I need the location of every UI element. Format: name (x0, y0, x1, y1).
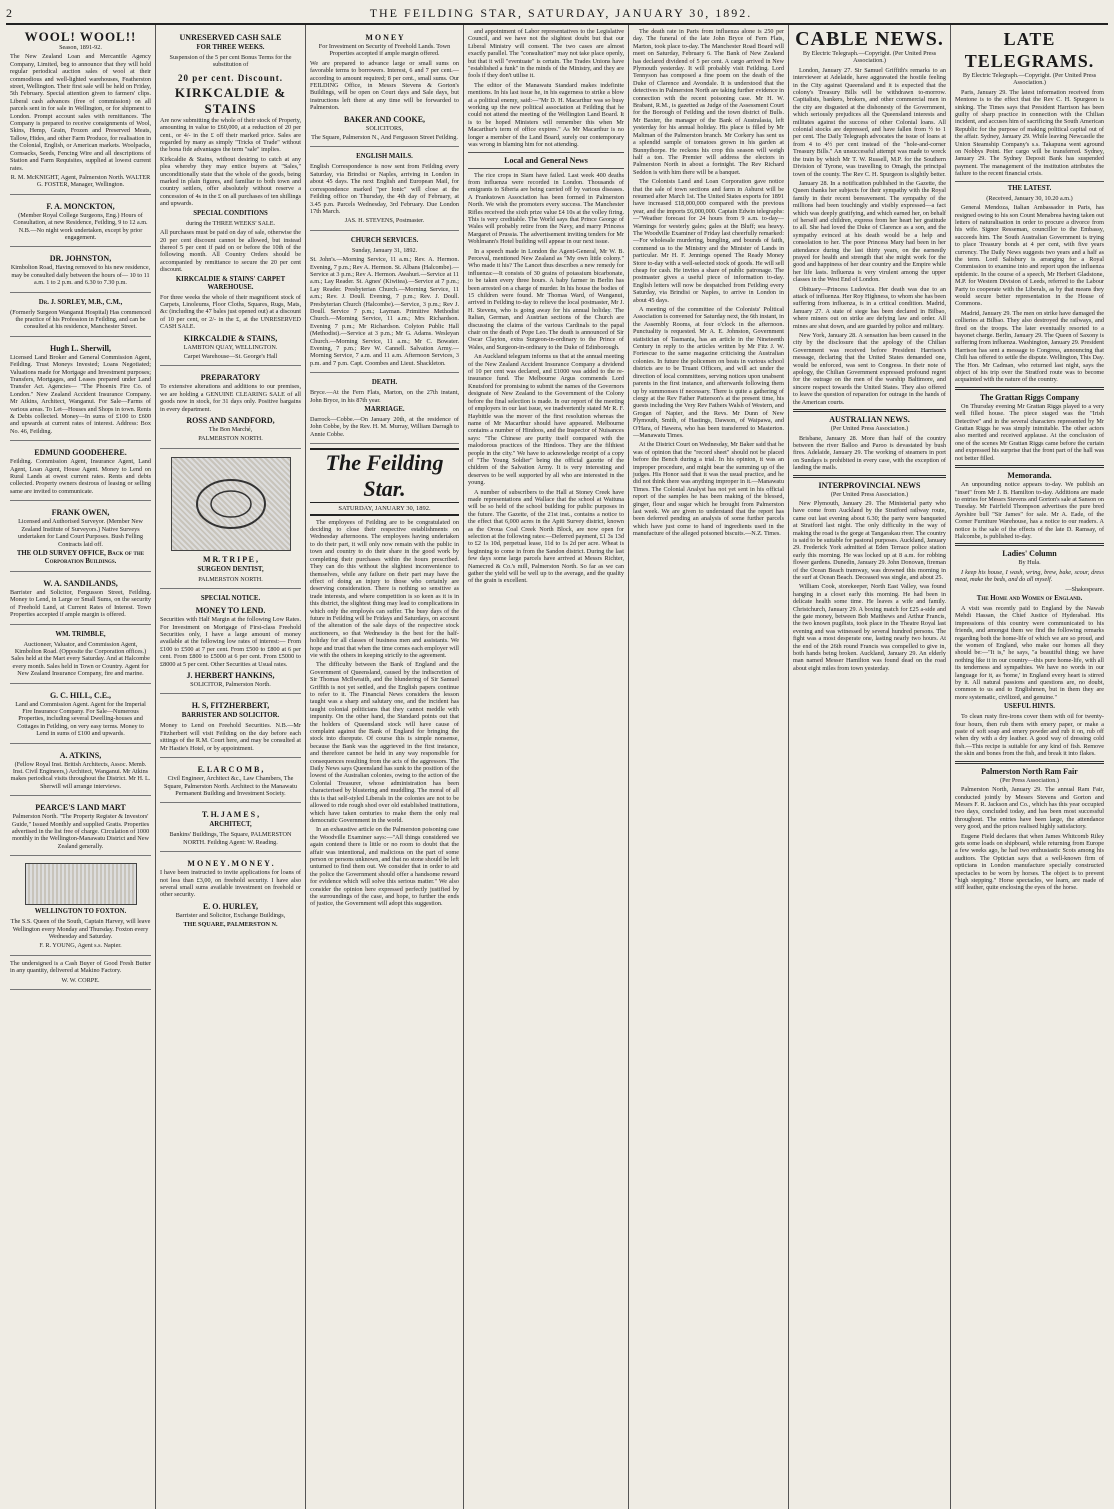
local-news-2: In a speech made in London the Agent-General, Mr W. B. Perceval, mentioned New Zealand as "My own little colony." Who made it his? The Lancet thus describes a new remedy for influenza:—It consists of 30 grains of potassium bicarbonate, to be taken every three hours. A baby farmer in Berlin has been arrested on a charge of murder. In his house the bodies of 15 children were found. Mr Thomas Ward, of Wanganui, arrived in Feilding to-day to relieve the local postmaster, Mr J. H. Stevens, who is going away for his annual holiday. The Italian, German, and Austrian sections of the Church are discussing the claims of the various Cardinals to the papal chair on the death of Pope Leo. The death is announced of Sir Oscar Clayton, extra Surgeon-in-ordinary to the Prince of Wales, and Surgeon-in-ordinary to the Duke of Edinborough. (468, 247, 624, 351)
ram-fair-title: Palmerston North Ram Fair (981, 766, 1078, 776)
sherwill-body: Licensed Land Broker and General Commission Agent, Feilding. Trust Moneys Invested; Loans Negotiated; Valuations made for Mortgage and Investment purposes; Transfers, Mortgages, and Leases prepared under Land Transfer Act. Agencies— "The Phoenix Fire Co. of London." New Zealand Accident Insurance Company. Mr Atkins, Architect, Wanganui. For Sale—Farms of various areas. To Let—Houses and Shops in town. Rents & Debts collected. Money—In sums of £100 to £600 and upwards at current rates of interest. Address: Box No. 46, Feilding. (10, 353, 151, 435)
sorley-name: Dr. J. SORLEY, M.B., C.M., (38, 298, 123, 306)
owen-body: Licensed and Authorised Surveyor. (Member New Zealand Institute of Surveyors.) Native Surveys undertaken for Land Court Purposes. Bush Felling Contracts laid off. (18, 518, 143, 548)
church-body: St. John's.—Morning Service, 11 a.m.; Rev. A. Hermon. Evening, 7 p.m.; Rev A. Hermon. St. Albans (Halcombe).—Service at 3 p.m.; Rev A. Hermon. Awahuri.—Service at 11 a.m.; Lay Reader. St. Agnes' (Kiwitea).—Service at 7 p.m.; Lay Reader. Presbyterian Church.—Morning Service, 11 a.m.; Rev. J. Doull. Evening, 7 p.m.; Rev. J. Doull. Presbyterian Church (Halcombe).—Service, 3 p.m.; Rev J. Doull. Service 7 p.m.; Layman. Primitive Methodist Church.—Morning Service, 11 a.m.; Mrs Richardson. Evening 7 p.m.; Mr Richardson. Colyton Public Hall (Methodist).—Service at 3 p.m.; Mr G. Adams. Wesleyan Church.—Morning Service, 11 a.m.; Mr C. Bowater. Evening, 7 p.m.; Rev W. Cannell. Salvation Army.—Morning Service, 7 a.m. and 11 a.m. Afternoon Services, 3 p.m. and 7 p.m. Capt. Coombes and Lieut. Shackleton. (310, 256, 459, 367)
col4-body-2: The editor of the Manawatu Standard makes indefinite mentions. In his last issue he, in his eagerness to strike a blow at a political enemy, said:—"Mr D. H. Macarthur was so busy working up the new political association at Feilding that he could not attend the meeting of the Wellington Land Board. It is to be hoped Ministers will remember this when Mr Macarthur's term of office expires." As Mr Macarthur is no longer a member of the Land Board, surely our contemporary was wrong in blaming him for not attending. (468, 81, 624, 149)
preparatory-title: PREPARATORY (200, 373, 261, 383)
cable-news-4: New York, January 28. A sensation has been caused in the city by the disclosure that the apology of the Chilian Government was received before President Harrison's message, declaring that the United States demanded one, would be enforced, was sent to Congress. In their note of apology, the Chilian Government expressed profound regret for the outrage on the men of the warship Baltimore, and sincere respect towards the United States. They also offered to leave the question of reparation for outrage in the hands of the American courts. (793, 332, 946, 406)
foxton-ad (10, 858, 151, 956)
johnston-ad (10, 249, 151, 292)
col5-body-2: The Colonists Land and Loan Corporation gave notice that the sale of town sections and farm in Ashurst will be resumed after March 1st. The United States exports for 1891 have increased £18,000,000 compared with the previous year, and the imports £6,000,000. Captain Edwin telegraphs:—"Weather forecast for 24 hours from 9 a.m. to-day—Warnings for westerly gales; gales at the Bluff; sea heavy. The Woodville Examiner of Friday last cheerfully remarked:—For wholesale murdering, bungling, and bounds of faith, commend us to the Ministry and the Minister of Lands in particular. Mr H. F. Jennings opened The Ready Money Store to-day with a well-selected stock of goods. He will sell cheap for cash. He invites a share of public patronage. The postmaster gives a useful piece of information to-day. English letters will now be despatched from Feilding every Saturday, via Brindisi or Naples, to arrive in London in about 45 days. (633, 178, 784, 304)
money-title: M O N E Y . M O N E Y . (187, 859, 274, 869)
tripe-sub: SURGEON DENTIST, (197, 565, 264, 573)
church-title: CHURCH SERVICES. (350, 236, 419, 244)
preparatory-body: To extensive alterations and additions to our premises, we are holding a GENUINE CLEARING SALE of all goods now in stock, for 31 days only. Positive bargains in every department. (160, 383, 301, 413)
atkins-ad (10, 746, 151, 797)
death-body: Bryce.—At the Fern Flats, Marton, on the 27th instant, John Bryce, in his 87th year. (310, 389, 459, 404)
money-body: I have been instructed to invite applications for loans of not less than £3,00, on freehold security. I have also several small sums available investment on freehold or other security. (160, 869, 301, 899)
ram-fair-body-2: Eugene Field declares that when James Whitcomb Riley gets some loads on shipboard, while returning from Europe a few weeks ago, he had two enthusiastic Scots among his auditors. The Optician says that a well-known firm of opticians in London manufacture specially constructed spectacles to be worn by horses. The object is to prevent "high stepping." Horse spectacles, we learn, are made of stiff leather, quite enclosing the eyes of the horse. (955, 832, 1104, 892)
james-ad (160, 805, 301, 852)
warehouse-title: KIRKCALDIE & STAINS' CARPET WAREHOUSE. (175, 275, 286, 291)
church-date: Sunday, January 31, 1892. (351, 246, 418, 254)
sandilands-body: Barrister and Solicitor, Fergusson Street, Feilding. Money to Lend, in Large or Small Sums, on the security of Freehold Land, at Current Rates of Interest. Town Properties accepted if ample margin is offered. (10, 588, 151, 619)
ladies-column-title: Ladies' Column (1002, 549, 1057, 559)
kirkcaldie-title: KIRKCALDIE & STAINS (174, 84, 287, 116)
notice-title: SPECIAL NOTICE. (200, 595, 261, 603)
sorley-ad (10, 295, 151, 337)
ladies-section: The Home and Women of England. (976, 594, 1083, 602)
sorley-body: (Formerly Surgeon Wanganui Hospital) Has commenced the practice of his Profession in Feilding, and can be consulted at his residence, Manchester Street. (10, 308, 151, 331)
foxton-title: WELLINGTON TO FOXTON. (34, 908, 127, 916)
wool-ad (10, 28, 151, 195)
memoranda-body: An unpounding notice appears to-day. We publish an "inset" from Mr J. B. Hamilton to-day. Additions are made to entries for Messrs Stevens and Gorton's sale at Sanson on Tuesday. Mr Fairfield Thompson advertises the pure bred Ayrshire bull "Sir James" for sale. Mr A. Eade, of the Corner Furniture Warehouse, has a notice to our readers. A notice is the sale of the effects of the late D. Ramsay, of Halcombe, is published to-day. (955, 481, 1104, 540)
local-news-4: A number of subscribers to the Hall at Stoney Creek have made representations and Wallace that the school at Waituna will be so held of the school building for public purposes in the future. The Gazette, of the 21st inst., contains a notice to the effect that 6,000 acres in the Apiti Survey district, known as the Oroua Coal Creek North Block, are now open for selection at the following rates:—Deferred payment, £1 3s 13d to £2 1s 10d, perpetual lease, 11d to 1s 2d per acre. Wheat is beginning to come in from the Sandon district. During the last few days some large parcels have arrived at Messrs Richter, Namecred & Co.'s mill, Palmerston North. So far as we can gather the yield will be well up to the average, and the quality of the grain is excellent. (468, 488, 624, 585)
sherwill-name: Hugh L. Sherwill, (50, 343, 111, 353)
wool-body: The New Zealand Loan and Mercantile Agency Company, Limited, beg to announce that they will hold regular periodical auction sales of wool at their commodious and well-lighted warehouses, Featherston street, Wellington. Their first sale will be held on Friday, 5th February. Special attention given to farmers' clips. Liberal cash advances (free of commission) on all parcels sent in for sale in Wellington, or for shipment to London. Prompt account sales with remittances. The Company is prepared to receive consignments of Wool, Skins, Hemp, Grain, Frozen and Preserved Meats, Tallow, Hides, and other Farm Produce, for realisation in the Colonial, English, or American markets. Woolpacks, Cornsacks, Seeds, Fencing Wire and all descriptions of Station and Farm Requisites, supplied at lowest current rates. (10, 53, 151, 172)
money3-title: M O N E Y (365, 33, 404, 42)
hurley-sub: Barrister and Solicitor, Exchange Buildings, (175, 911, 286, 919)
editorial-1: The employees of Feilding are to be congratulated on deciding to close their respective establishments on Wednesday afternoons. The employees having undertaken to do their part, it will only now remain with the public in town and country to do their share in the good work by completing their purchases within the hours prescribed. They can do this without the slightest inconvenience to themselves, while any failure on their part may have the effect of doing an injury to those who certainly are deserving consideration. There is nothing so sensitive as trade interests, and where competition is so keen as it is in this district, the slightest thing may lead to complications in which only the employés can suffer. The busy days of the future in Feilding will be Fridays and Saturdays, on account of the alteration of the sale days of the respective stock auctioneers, so that Wednesday is the best for the half-holiday for all classes of business men and assistants. We hope and trust that when the time comes each employer will vie with the others in keeping strictly to the agreement. (310, 518, 459, 659)
local-news-1: The rice crops in Siam have failed. Last week 400 deaths from influenza were recorded in London. Thousands of emigrants to Siberia are being carried off by various diseases. A Frankstown Association has been formed in Palmerston North. We wish the promoters every success. The Manchester Rifles received the sixth prize value £4 10s at the volley firing. This is very creditable. The World says that Prince George of Wales will probably retire from the Navy, and marry Princess Margaret of Prussia. The advertisement inviting tenders for Mr Wohlmann's Hotel building will appear in our next issue. (468, 171, 624, 246)
trimble-body: Auctioneer, Valuator, and Commission Agent, Kimbolton Road. (Opposite the Corporation offices.) Sales held at the Mart every Saturday. And at Halcombe every month. Sales held in Town or Country. Agent for New Zealand Insurance Company, fire and marine. (11, 640, 150, 678)
latest-body: General Mendoza, Italian Ambassador in Paris, has resigned owing to his son Count Menabrea having taken out letters of naturalisation in order to procure a divorce from his wife. Signor Resseman, councillor to the Embassy, succeeds him. The South Australian Government is trying to place Treasury bonds at 4 per cent, with five years currency. The Daily News suggests two years and a half as the term. Lord Salisbury is arranging for a Royal Commission to examine into and report upon the influenza epidemic. In the course of a speech, Mr Herbert Gladstone, M.P. for Western Division of Leeds, referred to the Labour Party to cooperate with the Liberals, as by that means they would secure better representation in the House of Commons. (955, 204, 1104, 308)
fitz-body: Money to Lend on Freehold Securities. N.B.—Mr Fitzherbert will visit Feilding on the day before each sittings of the R.M. Court here, and may be consulted at Mr Hastie's Hotel, or by appointment. (160, 722, 301, 752)
kirkcaldie-body2: Kirkcaldie & Stains, without desiring to catch at any plea whereby they may entice buyers at "Sales," unconditionally state that the whole of the goods, being marked in plain figures, and familiar to both town and country settlers, offer absolutely without reserve a concession of 4s in the £ on all purchases of ten shillings and upwards. (160, 155, 301, 208)
late-telegrams-sub: By Electric Telegraph.—Copyright. (Per United Press Association.) (962, 72, 1097, 87)
wool-title: WOOL! WOOL!! (24, 29, 137, 44)
cable-news-sub: By Electric Telegraph.—Copyright. (Per United Press Association.) (802, 50, 937, 65)
corpe-sign: W. W. CORPE. (61, 976, 100, 984)
james-title: T. H. J A M E S , (201, 810, 260, 820)
hurley-place: THE SQUARE, PALMERSTON N. (183, 921, 278, 929)
col5-body-3: A meeting of the committee of the Colonists' Political Association is convened for Saturday next, the 6th instant, in the Assembly Rooms, at four o'clock in the afternoon. Punctuality is requested. Mr A. E. Johnston, Government statistician of Tasmania, has an article in the Nineteenth Century in reply to the articles written by Mr Fitz J. W. Fortescue to the same magazine criticising the Australian colonies. In future the policemen on beats in various school districts are to be Truant Officers, and will act under the direction of local committees, serving notices upon unabsent parents in the first instance, and afterwards following them up by summonses if necessary. There is quite a gathering of clergy at the Rev Father Patterson's at the present time, his guests including the Very Rev Fathers Walsh of Western, and Grogan of Napier, and the Revs. Mr Dunn of New Plymouth, Smith, of Hastings, Dawson, of Waipawa, and O'Hara, of Hawera, who has been transferred to Masterton.—Manawatu Times. (633, 306, 784, 439)
fitz-title: H. S, FITZHERBERT, (191, 701, 270, 711)
baker-sub: SOLICITORS, (365, 124, 404, 132)
hankins-title: J. HERBERT HANKINS, (186, 671, 275, 681)
mails-ad (310, 149, 459, 230)
local-news-3: An Auckland telegram informs us that at the annual meeting of the New Zealand Accident Insurance Company a dividend of 10 per cent was declared, and £1000 was added to the re-insurance fund. The Melbourne Argus commends Lord Knutsford for promising to submit the names of the Governors designate of New Zealand to the Government of the Colony before the final selection is made. In our report of the meeting of employers in our last issue, we inadvertently stated Mr R. F. Haybittle was the mover of the first resolution whereas the name of Mr Macarthur should have appeared. Melbourne contains a number of Hindoos, and the Inspector of Nuisances says: "The Chinese are purity itself compared with the malodorous practices of the Hindoos. They are the filthiest people in the city." We have to acknowledge receipt of a copy of "The Young Soldier" being the official gazette of the children of the Salvation Army. It is very interesting and deserves to be well supported by all who are interested in the young. (468, 353, 624, 487)
ladies-quote-attr: —Shakespeare. (1065, 585, 1104, 593)
lend-title: MONEY TO LEND. (195, 606, 266, 616)
kirkcaldie2-addr: LAMBTON QUAY, WELLINGTON. (183, 343, 278, 351)
cash-sale-sub: FOR THREE WEEKS. (196, 44, 265, 51)
larcombe-ad (160, 760, 301, 803)
interprovincial-sub: (Per United Press Association.) (830, 490, 909, 498)
corpe-ad (10, 958, 151, 990)
latest-body-2: Madrid, January 29. The men on strike have damaged the collieries at Bilbao. They also destroyed the railways, and fired on the troops. The later eventually resorted to a bayonet charge. Berlin, January 29. The Queen of Saxony is suffering from influenza. Washington, January 29. President Harrison has sent a message to Congress, announcing that Chili has offered to settle the dispute. Wellington, This Day. The Hon. Mr Cadman, who returned last night, says the object of his trip over the Stratford route was to become acquainted with the nature of the country. (955, 309, 1104, 384)
ladies-column-by: By Hula. (1018, 559, 1041, 567)
grattan-body: On Thursday evening Mr Grattan Riggs played to a very well filled house. The piece staged was the "Irish Detective" and in the several characters represented by Mr Grattan Riggs he was simply inimitable. The other actors also merited and received applause. At the conclusion of one of the scenes Mr Grattan Riggs came before the curtain and expressed his surprise that the front part of the hall was not better filled. (955, 402, 1104, 462)
late-telegrams-title: LATE TELEGRAMS. (964, 29, 1095, 71)
goodehere-body: Feilding. Commission Agent, Insurance Agent, Land Agent, Loan Agent, House Agent. Money to Lend on Rural Lands at owest current rates. Rents and debts collected. Property owners desirous of leasing or selling same are invited to communicate. (10, 458, 151, 495)
newspaper-title: The Feilding Star. (310, 448, 459, 503)
interprovincial-title: INTERPROVINCIAL NEWS (818, 480, 921, 490)
monckton-body: (Member Royal College Surgeons, Eng.) Hours of Consultation, at new Residence, Feilding, 9 to 12 a.m. N.B.—No night work undertaken, except by prior engagement. (13, 211, 148, 241)
owen-ad (10, 503, 151, 572)
mails-title: ENGLISH MAILS. (356, 153, 413, 161)
trimble-ad (10, 627, 151, 684)
page-number: 2 (6, 5, 14, 20)
late-telegrams-body: Paris, January 29. The latest information received from Mentone is to the effect that the Rev C. H. Spurgeon is sinking. The Times says that President Harrison has been guilty of sharp practice in connection with the Chilian incident, and accuses him of sacrificing the South American Republic for the purpose of making political capital out of the affair. Sydney, January 29. While leaving Newcastle the Union Steamship Company's s.s. Takapuna went aground on Nobbys Point. Her cargo will be transferred. Sydney, January 29. The Sydney Deposit Bank has suspended payment. The management of the institution attributes the failure to the recent financial crisis. (955, 88, 1104, 178)
australian-news-body: Brisbane, January 28. More than half of the country between the river Balloo and Paroo is devastated by bush fires. Adelaide, January 29. The working of steamers in port on Sundays is prohibited in every case, with the exception of landing the mails. (793, 434, 946, 472)
notices-section (310, 375, 459, 444)
pearce-name: PEARCE'S LAND MART (35, 803, 126, 813)
local-news-title: Local and General News (504, 155, 588, 165)
mails-body: English Correspondence is now sent from Feilding every Saturday, via Brindisi or Naples, arriving in London in about 45 days. The next English and European Mail, for correspondence marked "per Ionic" will close at the Feilding office on Thursday, the 4th day of February, at 3.45 p.m. Parcels Wednesday, 3rd February. Due London 17th March. (310, 163, 459, 215)
column-6 (789, 25, 951, 1509)
marriage-body: Darrock—Cobbe.—On January 20th, at the residence of John Cobbe, by the Rev. H. M. Murray, William Darragh to Annie Cobbe. (310, 416, 459, 438)
cable-news-2: January 28. In a notification published in the Gazette, the Queen thanks her subjects for their sympathy with the Royal family in their recent bereavement. The sympathy of the millions had been touchingly and visibly expressed—a fact which was deeply gratifying, and which earned her, on behalf of herself and children, express from her heart her gratitude to all. She had loved the Duke of Clarence as a son, and the sympathy evinced at his death would be a help and consolation to her. The poor Princess Mary had been in her attendance during the last thirty years, on the earnestly prayed for health and strength that she might work for the good and happiness of her dear country and the Empire while her life lasts. Influenza is very virulent among the upper classes in the West End of London. (793, 179, 946, 284)
sandilands-ad (10, 574, 151, 625)
hurley-title: E. O. HURLEY, (202, 901, 259, 911)
pearce-ad (10, 798, 151, 856)
james-body: Bankins' Buildings, The Square, PALMERSTON NORTH. Feilding Agent: W. Reading. (169, 831, 292, 846)
latest-title: THE LATEST. (1007, 184, 1052, 192)
masthead-title: THE FEILDING STAR, SATURDAY, JANUARY 30, 1892. (369, 5, 753, 20)
fitzherbert-ad (160, 696, 301, 758)
hints-title: USEFUL HINTS. (1004, 703, 1055, 711)
ladies-body: A visit was recently paid to England by the Nawab Mehdi Hassan, the Chief Justice of Hyderabad. His impressions of this country were communicated to his friends, and amongst them we find the following remarks regarding both the home-life of which we are so proud, and the women of England, who make our homes all they should be:—"It is," he says, "a beautiful thing; we have nothing like it in our country—this pure home-life, with all its tenderness and sympathies. We have no words in our language for it, as 'home,' in England every heart is stirred by it. All natural passions and questions are, no doubt, common to us and to Englishmen, but in them they are more systematic, civilized, and genuine." (955, 604, 1104, 701)
ladies-quote: I keep his house, I wash, wring, brew, bake, scour, dress meat, make the beds, and do all myself. (955, 568, 1104, 584)
tripe-place: PALMERSTON NORTH. (198, 575, 263, 583)
ross-title: ROSS AND SANDFORD, (186, 416, 275, 425)
baker-title: BAKER AND COOKE, (343, 114, 426, 124)
australian-news-title: AUSTRALIAN NEWS. (829, 415, 910, 425)
atkins-name: A. ATKINS, (59, 750, 102, 760)
ross-place: PALMERSTON NORTH. (198, 435, 263, 443)
conditions-sub: during the THREE WEEKS' SALE. (185, 219, 276, 227)
goodehere-ad (10, 443, 151, 501)
wool-sign: R. M. McKNIGHT, Agent, Palmerston North. WALTER G. FOSTER, Manager, Wellington. (10, 173, 151, 189)
editorial-2: The difficulty between the Bank of England and the Government of Queensland, caused by the indiscretion of Sir Thomas McIlwraith, and the blundering of Sir Samuel Griffith is not yet settled, and the English papers continue to refer to it. The Financial News considers the lesson taught was a sharp and salutary one, and the incident has taught colonial politicians that they cannot meddle with impunity. On the other hand, the Standard points out that the holders of Queensland stock will have cause of complaint against the Bank of England for bringing the stock into disrepute. Of course this is simple nonsense, because the Bank was the aggrieved in the first instance, and therefore cannot be held in any way responsible for consequences resulting from the acts of the aggressors. The Daily News says Queensland has sunk to the position of the lowest of the Australian colonies, owing to the action of the Colonial Treasurer, whose administration has been characterised by blustering and muddling. The moral of all this is that self-styled Liberals in the colonies are not to be allowed to ride rough shod over old established institutions, which have taken centuries to make them the only real democratic Government in the world. (310, 661, 459, 824)
hankins-sub: SOLICITOR, Palmerston North. (190, 681, 271, 689)
ross-sub: The Bon Marché, (208, 426, 253, 433)
dentist-ad (160, 451, 301, 589)
hill-body: Land and Commission Agent. Agent for the Imperial Fire Insurance Company. For Sale—Numerous Properties, including several Dwelling-houses and Cottages in Feilding, on very easy terms. Money to Lend in sums of £100 and upwards. (15, 700, 146, 738)
hurley-ad (160, 854, 301, 933)
issue-date: SATURDAY, JANUARY 30, 1892. (310, 505, 459, 515)
wool-season: Season, 1891-92. (59, 44, 102, 51)
column-1 (6, 25, 156, 1509)
columns (6, 25, 1108, 1509)
cable-news-1: London, January 27. Sir Samuel Griffith's remarks to an interviewer at Adelaide, have aggravated the hostile feeling in the City against Queensland and it is expected that the colony's Treasury Bills will be withdrawn to-morrow. Capitalists, bankers, brokers, and other commercial men in the city are disgusted at the dishonesty of the Government, which seriously prejudices all the Queensland interests and militates against the success of other Colonial loans. All colonial stocks are depressed, and have fallen from ½ to 1 per cent. The Daily Telegraph advocates the issue of loans at from 4 to 4½ per cent instead of the "hole-and-corner Treasury Bills." An unsuccessful attempt was made to wreck the train by which Mr T. W. Russell, M.P. for the Southern Division of Tyrone, was travelling to Omagh, the principal town of the county. The Rev C. H. Spurgeon is slightly better. (793, 66, 946, 178)
foxton-sign: F. R. YOUNG, Agent s.s. Napier. (39, 942, 122, 950)
monckton-ad (10, 197, 151, 248)
column-3 (306, 25, 464, 1509)
cash-sale-body: Suspension of the 5 per cent Bonus Terms for the substitution of (169, 54, 292, 69)
lend-ad (160, 591, 301, 694)
mails-sign: JAS. H. STEVENS, Postmaster. (344, 217, 425, 225)
cable-news-3: Obituary—Princess Ludovica. Her death was due to an attack of influenza. Her Roy Highness, to whom she has been suffering from influenza, is in a critical condition. Madrid, January 27. A state of siege has been declared in Bilbao, where miners out on strike are defying law and order. All mines are shut down, and are guarded by police and military. (793, 285, 946, 330)
australian-news-sub: (Per United Press Association.) (830, 425, 909, 433)
conditions-title: SPECIAL CONDITIONS (193, 209, 268, 217)
marriage-title: MARRIAGE. (364, 406, 405, 414)
hints-body: To clean rusty fire-irons cover them with oil for twenty-four hours, then rub them with emery paper, or make a paste of soft soap and emery powder and rub it on, rub off when dry with a dry leather. A good way of dressing cold fish.—This recipe is suitable for any kind of fish. Remove the skin and bones from the fish, and break it into flakes. (955, 713, 1104, 758)
column-7 (951, 25, 1108, 1509)
tripe-title: M R. T R I P E , (202, 554, 259, 564)
kirkcaldie2-title: KIRKCALDIE & STAINS, (183, 333, 278, 343)
memoranda-title: Memoranda. (1007, 471, 1052, 481)
sherwill-ad (10, 339, 151, 441)
interprovincial-1: New Plymouth, January 29. The Ministerial party who have come from Auckland by the Stratford railway route, came out last evening about 6.30; the party were banqueted at Stratford last night. The only difficulty in the way of making the road is the gorge at Tangarakau river. The country is said to be suitable for pastoral purposes. Auckland, January 29. Frederick York admitted at Eden Terrace police station early this morning. He was locked up at 8 a.m. for robbing flower gardens. Dunedin, January 29. John Donovan, fireman of the Ocean Beach tramway, was drowned this morning in the surf at Ocean Beach. Deceased was single, and about 25. (793, 499, 946, 581)
larcombe-body: Civil Engineer, Architect &c., Law Chambers, The Square, Palmerston North. Architect to the Manawatu Permanent Building and Investment Society. (164, 775, 297, 797)
preparatory-ad (160, 368, 301, 448)
sandilands-name: W. A. SANDILANDS, (43, 578, 118, 588)
warehouse-body: For three weeks the whole of their magnificent stock of Carpets, Linoleums, Floor Cloths, Squares, Rugs, Mats, &c (including the 47 bales just opened out) at a discount of 10 per cent, or 2/- in the £, at the UNRESERVED CASH SALE. (160, 293, 301, 331)
money3-intro: For Investment on Security of Freehold Lands. Town Properties accepted if ample margin offered. (318, 43, 451, 58)
johnston-body: Kimbolton Road, Having removed to his new residence, may be consulted daily between the hours of— 10 to 11 a.m. 1 to 2 p.m. and 6.30 to 7.30 p.m. (10, 264, 151, 287)
cash-sale-title: UNRESERVED CASH SALE (179, 33, 282, 42)
baker-addr: The Square, Palmerston N., And Fergusson Street Feilding. (311, 134, 458, 142)
fitz-sub: BARRISTER AND SOLICITOR. (181, 712, 280, 720)
masthead (6, 6, 1108, 25)
cash-sale-ad (160, 28, 301, 366)
money-ad (310, 28, 459, 147)
survey-office: THE OLD SURVEY OFFICE, Back of the Corporation Buildings. (16, 549, 145, 565)
column-5 (629, 25, 789, 1509)
church-section (310, 233, 459, 374)
column-4 (464, 25, 629, 1509)
ornament-icon (191, 474, 271, 534)
interprovincial-2: William Cook, storekeeper, North East Valley, was found hanging in a closet early this morning. He had been in delicate health some time. He leaves a wife and family. Christchurch, January 29. A boxing match for £25 a-side and the gate money, between Bob Matthews and Arthur Francis, the two known pugilists, took place in the Theatre Royal last evening and was witnessed by several hundred persons. The fight was a most desperate one, lasting nearly two hours. At the end of the 26th round Francis was compelled to give in, both hands being broken. Auckland, January 29. An elderly man named Messer Hamilton was found dead on the road about eight miles from town yesterday. (793, 583, 946, 672)
grattan-title: The Grattan Riggs Company (979, 392, 1080, 402)
hill-ad (10, 686, 151, 744)
col5-body-1: The death rate in Paris from influenza alone is 250 per day. The funeral of the late John Bryce of Fern Flats, Marton, took place to-day. The Manchester Road Board will meet on Saturday, February 6. The Bank of New Zealand has declared dividend of 5 per cent. A cargo arrived in New Plymouth yesterday. It will probably visit Feilding. Lord Tennyson has composed a fine poem on the death of the Duke of Clarence and Avondale. It is understood that the detectives in Palmerston North are taking further evidence in connection with the recent poisoning case. Mr H. W. Brabant, R.M., is gazetted as Judge of the Assessment Court for the Borough of Feilding and the town district of Bulls. Mr Baxter, the manager of the Bank of Australasia, left yesterday for his annual holiday. His place is filled by Mr Maltman of the Palmerston branch. Mr Corkery has sent us a splendid sample of tomatoes grown in his garden at Bunnythorpe. He reckons his crop this season will weigh half a ton. The Premier will address the electors in Palmerston North in about a fortnight. The Rev Richard Seddon is with him there will be a banquet. (633, 28, 784, 176)
owen-name: FRANK OWEN, (51, 508, 110, 518)
pearce-body: Palmerston North. "The Property Register & Investors' Guide," Issued Monthly and supplied Gratis. Properties advertised in the list free of charge. Circulation of 1000 monthly in the Wellington-Manawatu District and New Zealand generally. (11, 813, 150, 850)
steamship-engraving (25, 863, 137, 905)
ram-fair-sub: (Per Press Association.) (1000, 776, 1059, 784)
kirkcaldie2-carpet: Carpet Warehouse—St. George's Hall (183, 352, 278, 360)
editorial-3: In an exhaustive article on the Palmerston poisoning case the Woodville Examiner says:—"All things considered we again contend there is little or no room to doubt that the affair was intentional, and malicious on the part of some person or persons unknown, and that no stone should be left unturned to find them out. We consider that in order to aid the police the Government should offer a handsome reward for evidence which will solve this serious matter." We also consider the opinion here expressed perfectly justified by the surroundings of the case, and hope, to further the ends of justice, the Government will adopt this suggestion. (310, 826, 459, 908)
col4-body-1: and appointment of Labor representatives to the Legislative Council, and we have not the slightest doubt but that our Liberal Ministry will consent. The two cases are almost exactly parallel. The "consultation" may not take place openly, but that it will "eventuate" is certain. The Trades Unions have "established a funk" in the minds of the Ministry, and they are fools if they don't utilise it. (468, 28, 624, 80)
conditions-body: All purchases must be paid on day of sale, otherwise the 20 per cent discount cannot be allowed, but instead thereof 5 per cent if paid on or before the 10th of the following month. All Country Orders should be accompanied by remittance to secure the 20 per cent discount. (160, 229, 301, 274)
money3-body: We are prepared to advance large or small sums on favorable terms to borrowers. Interest, 6 and 7 per cent.—according to amount required; 8 per cent., small sums. Our FEILDING Office, in Messrs Stevens & Gorton's Buildings, will be open on Court days and Sale days, but instructions left there at any time will be forwarded to Palmerston. (310, 59, 459, 112)
dentist-engraving (171, 457, 291, 551)
larcombe-title: E. L A R C O M B , (197, 765, 264, 775)
kirkcaldie-body: Are now submitting the whole of their stock of Property, amounting in value to £60,000, at a reduction of 20 per cent., or 4/- in the £ off their marked price. Sales are regarded by many as simply "Tricks of Trade" without the bona fide advantages the term "sale" implies. (160, 116, 301, 154)
cable-news-title: CABLE NEWS. (795, 28, 944, 50)
column-2 (156, 25, 306, 1509)
col5-body-4: At the District Court on Wednesday, Mr Baker said that he was of opinion that the "record sheet" should not be placed before the Bench during a trial. In his opinion, it was an improper procedure, and might bear the summing up of the judges. His Honor said that it was the usual practice, and he did not think there was anything improper in it.—Manawatu Times. The Colonial Analyst has not yet sent in his official report of the samples he has been making of the blessed, ginger, flour and sugar which he brought from Palmerston last week. We are given to understand that the report has been deferred pending an analysis of some further parcels which have just come to hand of ingredients used in the manufacture of the alleged poisoned biscuits.—N.Z. Times. (633, 441, 784, 538)
ram-fair-body: Palmerston North, January 29. The annual Ram Fair, conducted jointly by Messrs Stevens and Gorton and Messrs F. R. Jackson and Co., which has this year occupied two days, concluded today, and has been most successful throughout. The entries have been large, the attendance very good, and the prices realised highly satisfactory. (955, 786, 1104, 831)
goodehere-name: EDMUND GOODEHERE. (34, 448, 127, 458)
atkins-body: (Fellow Royal Inst. British Architects, Assoc. Memb. Inst. Civil Engineers,) Architect, Wanganui. Mr Atkins makes periodical visits throughout the District. Mr H. L. Sherwill will arrange interviews. (10, 760, 151, 790)
corpe-body: The undersigned is a Cash Buyer of Good Fresh Butter in any quantity, delivered at Makino Factory. (10, 959, 151, 975)
johnston-name: DR. JOHNSTON, (49, 254, 112, 264)
death-title: DEATH. (371, 379, 398, 387)
lend-body: Securities with Half Margin at the following Low Rates. For Investment on Mortgage of First-class Freehold Securities only, I have a large amount of money available at the following low rates of interest:— From £100 to £500 at 7 per cent. From £500 to £800 at 6 per cent. From £800 to £5000 at 6 per cent. From £5000 to £8000 at 5 per cent. Other Securities at Usual rates. (160, 616, 301, 668)
hill-name: G. C. HILL, C.E., (49, 690, 112, 700)
monckton-name: F. A. MONCKTON, (46, 201, 115, 211)
latest-sub: (Received, January 30, 10.20 a.m.) (986, 194, 1073, 202)
trimble-name: WM. TRIMBLE, (55, 630, 106, 638)
cash-discount: 20 per cent. Discount. (177, 72, 284, 83)
foxton-body: The S.S. Queen of the South, Captain Harvey, will leave Wellington every Monday and Thursday. Foxton every Wednesday and Saturday. (10, 918, 151, 941)
james-sub: ARCHITECT, (209, 821, 252, 829)
